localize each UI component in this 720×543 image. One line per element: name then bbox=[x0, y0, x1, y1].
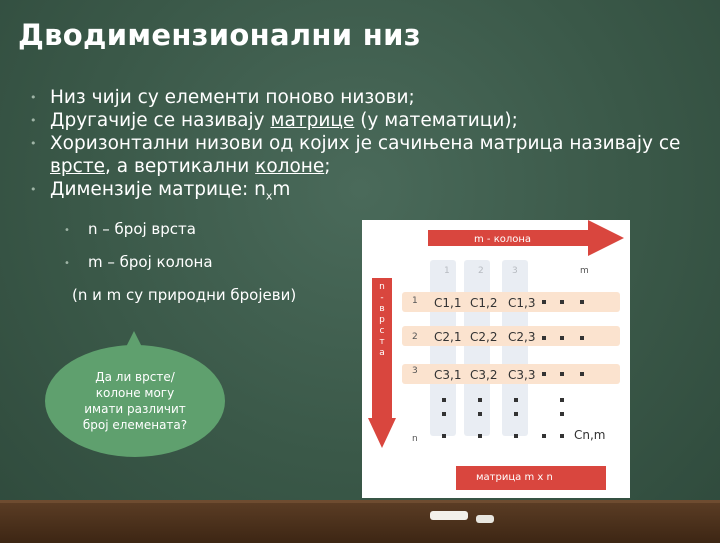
bullet-text: m bbox=[272, 179, 291, 200]
term-vrste: врсте bbox=[50, 156, 105, 177]
ellipsis-dot bbox=[478, 398, 482, 402]
row-header: n bbox=[412, 434, 418, 444]
matrix-cell: C3,3 bbox=[508, 368, 536, 382]
bullet-text: , а вертикални bbox=[104, 156, 250, 177]
chalk-piece bbox=[476, 515, 494, 523]
ellipsis-dot bbox=[442, 398, 446, 402]
matrix-cell: C2,3 bbox=[508, 330, 536, 344]
ellipsis-dot bbox=[542, 372, 546, 376]
bullet-text: Димензије матрице: n bbox=[50, 179, 266, 200]
ellipsis-dot bbox=[542, 434, 546, 438]
col-highlight bbox=[502, 260, 528, 436]
bullet-text: (у математици); bbox=[360, 110, 518, 131]
matrix-cell: C3,1 bbox=[434, 368, 462, 382]
ellipsis-dot bbox=[560, 336, 564, 340]
term-matrice: матрице bbox=[270, 110, 355, 131]
bullet-text: Низ чији су елементи поново низови; bbox=[50, 87, 415, 108]
side-letter: с bbox=[379, 326, 385, 336]
ellipsis-dot bbox=[560, 434, 564, 438]
side-arrow-label bbox=[376, 282, 388, 359]
top-arrow-label: m - колона bbox=[474, 234, 532, 245]
bullet-text: Хоризонтални низови од којих је сачињена матрица називају се bbox=[50, 133, 681, 154]
side-letter: - bbox=[380, 293, 384, 303]
bullet-item bbox=[30, 178, 700, 208]
bullet-item bbox=[30, 132, 700, 178]
ellipsis-dot bbox=[442, 412, 446, 416]
ellipsis-dot bbox=[514, 412, 518, 416]
bullet-item bbox=[30, 86, 700, 109]
ellipsis-dot bbox=[478, 434, 482, 438]
col-highlight bbox=[430, 260, 456, 436]
col-header: m bbox=[580, 266, 589, 276]
bottom-arrow-label: матрица m x n bbox=[476, 472, 553, 483]
note-text: (n и m су природни бројеви) bbox=[72, 285, 297, 304]
sub-bullet-item: • n – број врста bbox=[30, 218, 700, 241]
ellipsis-dot bbox=[560, 398, 564, 402]
term-kolone: колоне bbox=[255, 156, 325, 177]
ellipsis-dot bbox=[560, 372, 564, 376]
matrix-cell: C2,2 bbox=[470, 330, 498, 344]
ellipsis-dot bbox=[580, 336, 584, 340]
side-letter: р bbox=[379, 315, 385, 325]
ellipsis-dot bbox=[560, 300, 564, 304]
ellipsis-dot bbox=[478, 412, 482, 416]
row-header: 2 bbox=[412, 332, 418, 342]
col-highlight bbox=[464, 260, 490, 436]
subscript-x: x bbox=[265, 189, 273, 203]
bullet-item bbox=[30, 109, 700, 132]
row-header: 3 bbox=[412, 366, 418, 376]
chalk-piece bbox=[430, 511, 468, 520]
matrix-cell-last: Cn,m bbox=[574, 428, 606, 442]
matrix-cell: C2,1 bbox=[434, 330, 462, 344]
ellipsis-dot bbox=[514, 434, 518, 438]
matrix-diagram bbox=[362, 220, 630, 498]
side-letter: а bbox=[379, 348, 385, 358]
ellipsis-dot bbox=[560, 412, 564, 416]
ellipsis-dot bbox=[542, 336, 546, 340]
bubble-text: Да ли врсте/колоне могу имати различит број елемената? bbox=[82, 370, 188, 432]
ellipsis-dot bbox=[514, 398, 518, 402]
ellipsis-dot bbox=[580, 372, 584, 376]
speech-bubble bbox=[45, 345, 225, 457]
side-letter: т bbox=[379, 337, 385, 347]
slide-title: Дводимензионални низ bbox=[18, 18, 421, 52]
bullet-text: ; bbox=[324, 156, 331, 177]
side-letter: в bbox=[379, 304, 385, 314]
matrix-cell: C1,3 bbox=[508, 296, 536, 310]
side-letter: n bbox=[379, 282, 385, 292]
matrix-cell: C1,1 bbox=[434, 296, 462, 310]
sub-bullet-item: • m – број колона bbox=[30, 251, 700, 274]
ellipsis-dot bbox=[442, 434, 446, 438]
ellipsis-dot bbox=[542, 300, 546, 304]
bullet-text: Другачије се називају bbox=[50, 110, 265, 131]
matrix-cell: C1,2 bbox=[470, 296, 498, 310]
matrix-cell: C3,2 bbox=[470, 368, 498, 382]
chalk-tray bbox=[0, 500, 720, 543]
row-header: 1 bbox=[412, 296, 418, 306]
ellipsis-dot bbox=[580, 300, 584, 304]
